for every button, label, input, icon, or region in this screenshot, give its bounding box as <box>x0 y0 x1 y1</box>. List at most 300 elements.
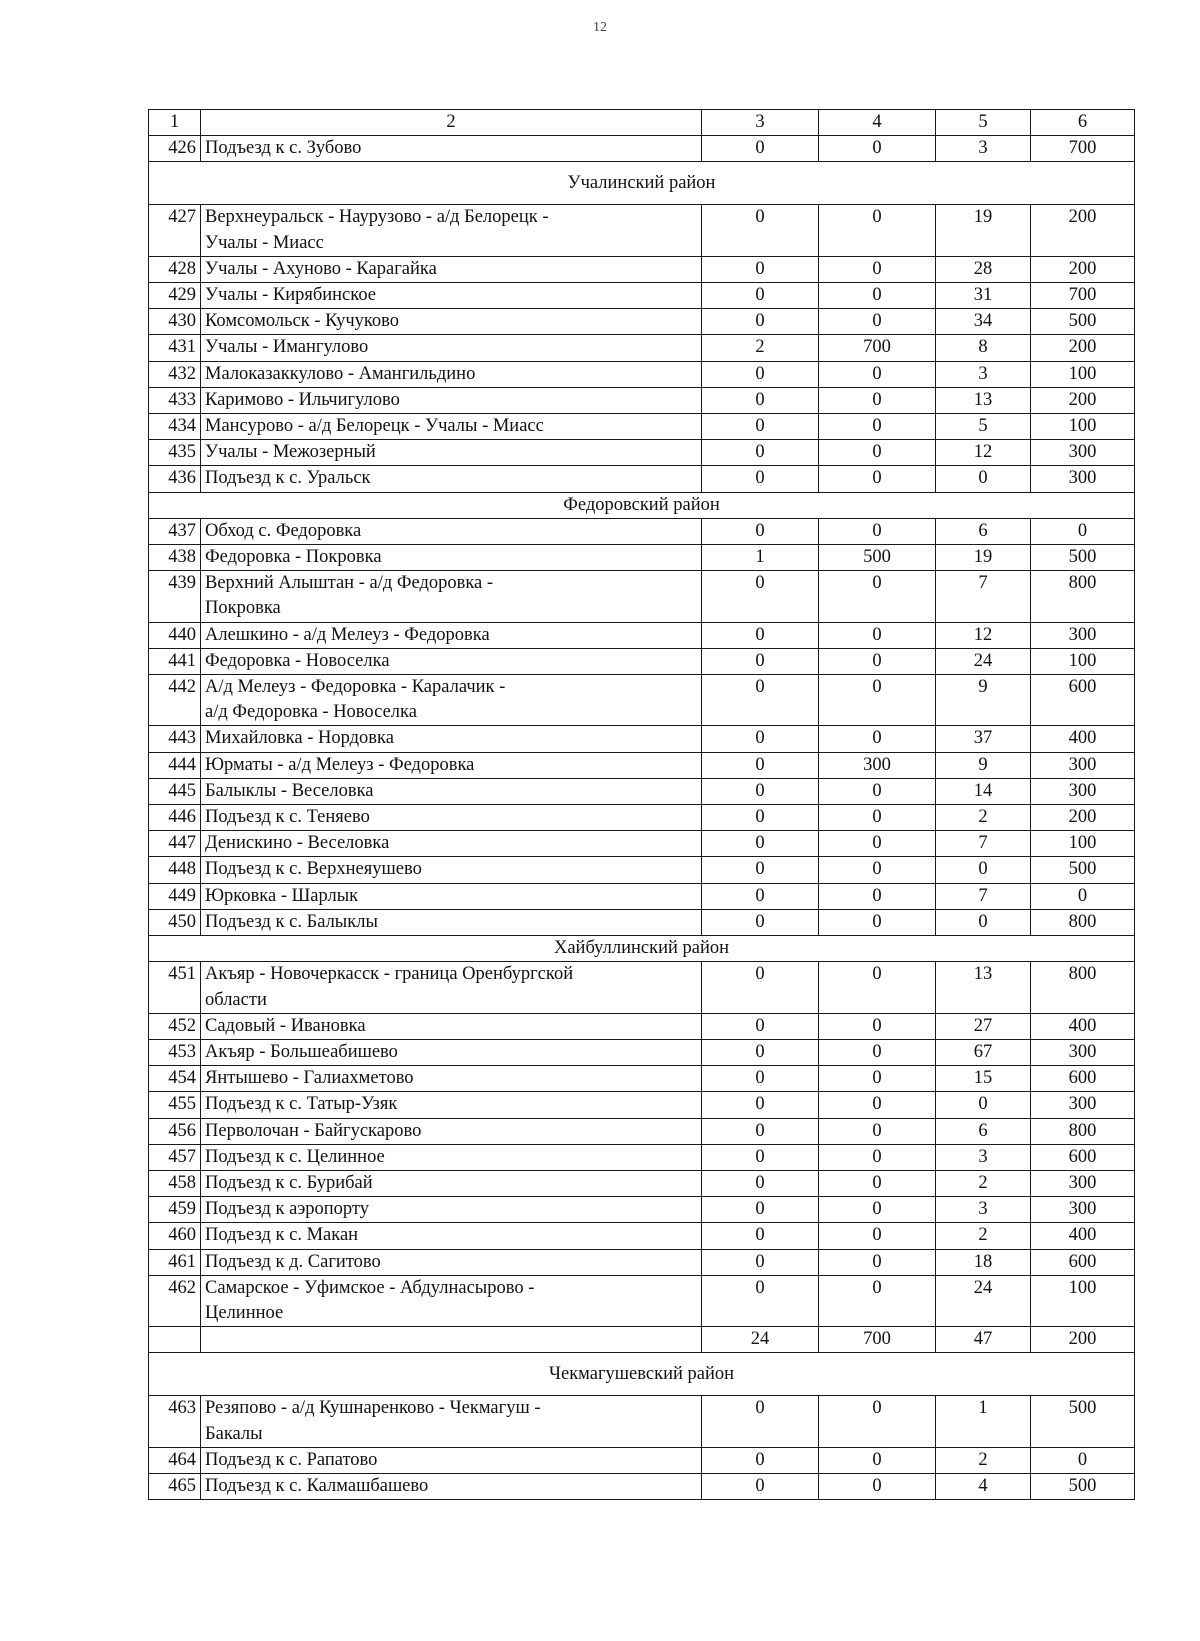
road-number: 463 <box>149 1396 201 1447</box>
roads-table-body <box>149 110 1135 1500</box>
road-value-col-6: 200 <box>1031 256 1135 282</box>
total-row-blank-cell <box>149 1327 201 1353</box>
road-number: 447 <box>149 831 201 857</box>
road-value-col-4: 0 <box>819 1223 936 1249</box>
road-value-col-3: 0 <box>702 518 819 544</box>
road-value-col-6: 200 <box>1031 387 1135 413</box>
road-value-col-6: 0 <box>1031 1447 1135 1473</box>
road-number: 442 <box>149 675 201 726</box>
road-number: 429 <box>149 283 201 309</box>
road-value-col-4: 0 <box>819 622 936 648</box>
column-number-cell: 4 <box>819 110 936 136</box>
road-number: 458 <box>149 1170 201 1196</box>
road-value-col-6: 300 <box>1031 1092 1135 1118</box>
road-value-col-3: 0 <box>702 1170 819 1196</box>
road-row <box>149 726 1135 752</box>
road-value-col-6: 300 <box>1031 1170 1135 1196</box>
road-name: Подъезд к д. Сагитово <box>201 1249 702 1275</box>
road-value-col-3: 0 <box>702 1197 819 1223</box>
total-row-blank-cell <box>201 1327 702 1353</box>
road-value-col-4: 0 <box>819 1066 936 1092</box>
road-value-col-3: 0 <box>702 622 819 648</box>
road-name: А/д Мелеуз - Федоровка - Каралачик - а/д Федоровка - Новоселка <box>201 675 702 726</box>
road-value-col-4: 0 <box>819 1197 936 1223</box>
road-number: 461 <box>149 1249 201 1275</box>
road-value-col-3: 0 <box>702 648 819 674</box>
road-row <box>149 256 1135 282</box>
road-row <box>149 1396 1135 1447</box>
road-value-col-5: 2 <box>936 805 1031 831</box>
road-name: Подъезд к с. Макан <box>201 1223 702 1249</box>
road-value-col-3: 0 <box>702 1275 819 1326</box>
road-row <box>149 1197 1135 1223</box>
road-value-col-5: 2 <box>936 1447 1031 1473</box>
road-value-col-4: 0 <box>819 1170 936 1196</box>
road-value-col-3: 0 <box>702 1118 819 1144</box>
road-value-col-5: 28 <box>936 256 1031 282</box>
road-number: 438 <box>149 545 201 571</box>
road-row <box>149 675 1135 726</box>
district-name: Учалинский район <box>149 162 1135 205</box>
road-value-col-3: 2 <box>702 335 819 361</box>
column-number-cell: 3 <box>702 110 819 136</box>
road-number: 434 <box>149 414 201 440</box>
road-value-col-4: 0 <box>819 1275 936 1326</box>
road-value-col-5: 6 <box>936 518 1031 544</box>
road-name: Каримово - Ильчигулово <box>201 387 702 413</box>
road-value-col-3: 0 <box>702 909 819 935</box>
road-row <box>149 361 1135 387</box>
road-value-col-6: 200 <box>1031 335 1135 361</box>
road-value-col-4: 0 <box>819 283 936 309</box>
road-name: Мансурово - а/д Белорецк - Учалы - Миасс <box>201 414 702 440</box>
road-value-col-6: 300 <box>1031 752 1135 778</box>
road-value-col-6: 300 <box>1031 1197 1135 1223</box>
road-value-col-6: 300 <box>1031 440 1135 466</box>
road-name: Верхнеуральск - Наурузово - а/д Белорецк - Учалы - Миасс <box>201 205 702 256</box>
road-value-col-4: 0 <box>819 361 936 387</box>
road-number: 430 <box>149 309 201 335</box>
road-value-col-5: 9 <box>936 752 1031 778</box>
road-name: Подъезд к с. Уральск <box>201 466 702 492</box>
road-value-col-4: 0 <box>819 1144 936 1170</box>
road-number: 464 <box>149 1447 201 1473</box>
road-name: Подъезд к аэропорту <box>201 1197 702 1223</box>
road-row <box>149 571 1135 622</box>
road-name: Федоровка - Новоселка <box>201 648 702 674</box>
road-row <box>149 414 1135 440</box>
road-number: 451 <box>149 962 201 1013</box>
road-value-col-5: 24 <box>936 1275 1031 1326</box>
road-row <box>149 648 1135 674</box>
road-value-col-4: 0 <box>819 414 936 440</box>
road-value-col-3: 0 <box>702 571 819 622</box>
road-number: 450 <box>149 909 201 935</box>
road-value-col-5: 18 <box>936 1249 1031 1275</box>
road-value-col-4: 0 <box>819 857 936 883</box>
road-value-col-5: 9 <box>936 675 1031 726</box>
road-value-col-3: 0 <box>702 1223 819 1249</box>
road-value-col-5: 67 <box>936 1039 1031 1065</box>
road-name: Садовый - Ивановка <box>201 1013 702 1039</box>
road-value-col-3: 0 <box>702 1144 819 1170</box>
road-value-col-6: 600 <box>1031 1144 1135 1170</box>
district-name: Чекмагушевский район <box>149 1353 1135 1396</box>
total-value-col-5: 47 <box>936 1327 1031 1353</box>
road-value-col-5: 3 <box>936 361 1031 387</box>
district-header-row <box>149 936 1135 962</box>
road-row <box>149 1039 1135 1065</box>
road-value-col-3: 0 <box>702 205 819 256</box>
road-row <box>149 622 1135 648</box>
road-value-col-5: 3 <box>936 1144 1031 1170</box>
road-value-col-5: 7 <box>936 571 1031 622</box>
district-header-row <box>149 162 1135 205</box>
road-number: 456 <box>149 1118 201 1144</box>
road-number: 462 <box>149 1275 201 1326</box>
road-value-col-6: 800 <box>1031 962 1135 1013</box>
road-value-col-4: 500 <box>819 545 936 571</box>
road-value-col-6: 500 <box>1031 1473 1135 1499</box>
road-name: Подъезд к с. Татыр-Узяк <box>201 1092 702 1118</box>
road-row <box>149 1473 1135 1499</box>
road-row <box>149 335 1135 361</box>
road-name: Верхний Алыштан - а/д Федоровка - Покровка <box>201 571 702 622</box>
road-row <box>149 440 1135 466</box>
road-value-col-5: 12 <box>936 440 1031 466</box>
road-value-col-5: 3 <box>936 136 1031 162</box>
road-name: Подъезд к с. Целинное <box>201 1144 702 1170</box>
road-value-col-5: 0 <box>936 1092 1031 1118</box>
road-row <box>149 205 1135 256</box>
road-value-col-6: 800 <box>1031 909 1135 935</box>
road-value-col-6: 300 <box>1031 1039 1135 1065</box>
road-value-col-4: 0 <box>819 1447 936 1473</box>
road-value-col-5: 0 <box>936 466 1031 492</box>
road-value-col-6: 600 <box>1031 675 1135 726</box>
road-value-col-3: 0 <box>702 805 819 831</box>
road-value-col-3: 0 <box>702 440 819 466</box>
road-name: Балыклы - Веселовка <box>201 778 702 804</box>
road-value-col-5: 4 <box>936 1473 1031 1499</box>
road-value-col-3: 0 <box>702 387 819 413</box>
road-value-col-4: 0 <box>819 518 936 544</box>
road-value-col-4: 0 <box>819 466 936 492</box>
road-row <box>149 1118 1135 1144</box>
road-value-col-5: 31 <box>936 283 1031 309</box>
road-value-col-3: 0 <box>702 283 819 309</box>
road-value-col-3: 0 <box>702 1066 819 1092</box>
road-row <box>149 1144 1135 1170</box>
road-value-col-5: 1 <box>936 1396 1031 1447</box>
road-number: 435 <box>149 440 201 466</box>
page-number: 12 <box>593 20 607 35</box>
road-name: Комсомольск - Кучуково <box>201 309 702 335</box>
road-number: 459 <box>149 1197 201 1223</box>
road-value-col-6: 400 <box>1031 1223 1135 1249</box>
road-name: Юрматы - а/д Мелеуз - Федоровка <box>201 752 702 778</box>
road-name: Перволочан - Байгускарово <box>201 1118 702 1144</box>
road-number: 457 <box>149 1144 201 1170</box>
road-value-col-6: 300 <box>1031 466 1135 492</box>
road-name: Подъезд к с. Теняево <box>201 805 702 831</box>
road-value-col-4: 0 <box>819 1396 936 1447</box>
road-value-col-4: 0 <box>819 136 936 162</box>
road-value-col-4: 0 <box>819 309 936 335</box>
road-value-col-4: 0 <box>819 256 936 282</box>
road-value-col-6: 200 <box>1031 805 1135 831</box>
road-number: 431 <box>149 335 201 361</box>
road-value-col-5: 37 <box>936 726 1031 752</box>
road-value-col-3: 0 <box>702 752 819 778</box>
road-value-col-4: 700 <box>819 335 936 361</box>
road-name: Резяпово - а/д Кушнаренково - Чекмагуш - Бакалы <box>201 1396 702 1447</box>
road-value-col-4: 0 <box>819 571 936 622</box>
road-value-col-6: 300 <box>1031 622 1135 648</box>
road-number: 426 <box>149 136 201 162</box>
road-value-col-3: 0 <box>702 883 819 909</box>
road-value-col-3: 0 <box>702 857 819 883</box>
road-number: 452 <box>149 1013 201 1039</box>
road-name: Денискино - Веселовка <box>201 831 702 857</box>
district-name: Федоровский район <box>149 492 1135 518</box>
road-name: Подъезд к с. Балыклы <box>201 909 702 935</box>
road-value-col-5: 13 <box>936 387 1031 413</box>
road-value-col-3: 0 <box>702 1249 819 1275</box>
road-row <box>149 962 1135 1013</box>
total-value-col-4: 700 <box>819 1327 936 1353</box>
road-value-col-4: 0 <box>819 1092 936 1118</box>
road-row <box>149 1275 1135 1326</box>
road-value-col-4: 0 <box>819 778 936 804</box>
road-row <box>149 136 1135 162</box>
road-value-col-4: 0 <box>819 805 936 831</box>
road-value-col-6: 300 <box>1031 778 1135 804</box>
road-value-col-5: 2 <box>936 1223 1031 1249</box>
road-value-col-6: 100 <box>1031 414 1135 440</box>
road-value-col-5: 12 <box>936 622 1031 648</box>
road-value-col-3: 1 <box>702 545 819 571</box>
road-value-col-3: 0 <box>702 309 819 335</box>
road-name: Обход с. Федоровка <box>201 518 702 544</box>
road-name: Юрковка - Шарлык <box>201 883 702 909</box>
road-value-col-5: 19 <box>936 545 1031 571</box>
road-value-col-6: 600 <box>1031 1249 1135 1275</box>
road-value-col-3: 0 <box>702 1013 819 1039</box>
road-value-col-6: 100 <box>1031 1275 1135 1326</box>
column-number-cell: 6 <box>1031 110 1135 136</box>
road-number: 432 <box>149 361 201 387</box>
total-value-col-3: 24 <box>702 1327 819 1353</box>
road-row <box>149 752 1135 778</box>
column-number-row <box>149 110 1135 136</box>
road-name: Подъезд к с. Зубово <box>201 136 702 162</box>
road-value-col-5: 14 <box>936 778 1031 804</box>
road-number: 465 <box>149 1473 201 1499</box>
road-value-col-4: 0 <box>819 909 936 935</box>
road-row <box>149 1066 1135 1092</box>
road-name: Подъезд к с. Калмашбашево <box>201 1473 702 1499</box>
column-number-cell: 2 <box>201 110 702 136</box>
road-value-col-4: 0 <box>819 1039 936 1065</box>
road-value-col-3: 0 <box>702 361 819 387</box>
column-number-cell: 5 <box>936 110 1031 136</box>
road-name: Учалы - Имангулово <box>201 335 702 361</box>
road-value-col-5: 7 <box>936 883 1031 909</box>
road-value-col-4: 0 <box>819 387 936 413</box>
road-number: 427 <box>149 205 201 256</box>
road-number: 443 <box>149 726 201 752</box>
road-row <box>149 1447 1135 1473</box>
road-number: 455 <box>149 1092 201 1118</box>
road-row <box>149 831 1135 857</box>
road-value-col-5: 7 <box>936 831 1031 857</box>
road-row <box>149 283 1135 309</box>
road-value-col-3: 0 <box>702 778 819 804</box>
road-number: 460 <box>149 1223 201 1249</box>
road-number: 439 <box>149 571 201 622</box>
road-row <box>149 857 1135 883</box>
district-name: Хайбуллинский район <box>149 936 1135 962</box>
road-value-col-3: 0 <box>702 675 819 726</box>
road-name: Учалы - Кирябинское <box>201 283 702 309</box>
road-number: 453 <box>149 1039 201 1065</box>
road-name: Учалы - Межозерный <box>201 440 702 466</box>
road-value-col-6: 100 <box>1031 648 1135 674</box>
road-value-col-4: 0 <box>819 726 936 752</box>
road-value-col-5: 8 <box>936 335 1031 361</box>
road-number: 445 <box>149 778 201 804</box>
road-number: 444 <box>149 752 201 778</box>
road-value-col-6: 500 <box>1031 545 1135 571</box>
road-value-col-5: 0 <box>936 857 1031 883</box>
road-row <box>149 1249 1135 1275</box>
road-value-col-6: 400 <box>1031 726 1135 752</box>
road-number: 449 <box>149 883 201 909</box>
road-row <box>149 1013 1135 1039</box>
road-value-col-5: 5 <box>936 414 1031 440</box>
district-header-row <box>149 1353 1135 1396</box>
road-name: Акъяр - Новочеркасск - граница Оренбургской области <box>201 962 702 1013</box>
road-number: 437 <box>149 518 201 544</box>
road-row <box>149 466 1135 492</box>
road-row <box>149 1170 1135 1196</box>
road-value-col-5: 6 <box>936 1118 1031 1144</box>
road-row <box>149 1223 1135 1249</box>
road-value-col-4: 0 <box>819 1013 936 1039</box>
road-number: 448 <box>149 857 201 883</box>
total-value-col-6: 200 <box>1031 1327 1135 1353</box>
road-value-col-6: 800 <box>1031 1118 1135 1144</box>
road-number: 440 <box>149 622 201 648</box>
road-name: Михайловка - Нордовка <box>201 726 702 752</box>
district-header-row <box>149 492 1135 518</box>
road-value-col-6: 700 <box>1031 283 1135 309</box>
road-value-col-6: 500 <box>1031 1396 1135 1447</box>
road-value-col-6: 200 <box>1031 205 1135 256</box>
road-value-col-5: 0 <box>936 909 1031 935</box>
road-value-col-6: 0 <box>1031 518 1135 544</box>
total-row <box>149 1327 1135 1353</box>
road-value-col-4: 0 <box>819 1249 936 1275</box>
road-number: 436 <box>149 466 201 492</box>
road-value-col-6: 100 <box>1031 361 1135 387</box>
road-value-col-4: 0 <box>819 831 936 857</box>
road-value-col-6: 0 <box>1031 883 1135 909</box>
road-number: 428 <box>149 256 201 282</box>
road-value-col-6: 500 <box>1031 309 1135 335</box>
roads-table <box>148 109 1135 1500</box>
road-row <box>149 309 1135 335</box>
road-name: Подъезд к с. Рапатово <box>201 1447 702 1473</box>
road-name: Подъезд к с. Бурибай <box>201 1170 702 1196</box>
road-name: Учалы - Ахуново - Карагайка <box>201 256 702 282</box>
road-row <box>149 883 1135 909</box>
road-name: Акъяр - Большеабишево <box>201 1039 702 1065</box>
road-value-col-4: 0 <box>819 962 936 1013</box>
road-number: 441 <box>149 648 201 674</box>
road-value-col-3: 0 <box>702 466 819 492</box>
road-value-col-3: 0 <box>702 136 819 162</box>
road-number: 454 <box>149 1066 201 1092</box>
road-value-col-6: 700 <box>1031 136 1135 162</box>
road-value-col-3: 0 <box>702 1396 819 1447</box>
road-value-col-6: 500 <box>1031 857 1135 883</box>
road-value-col-4: 0 <box>819 440 936 466</box>
road-value-col-5: 27 <box>936 1013 1031 1039</box>
road-row <box>149 909 1135 935</box>
road-value-col-4: 0 <box>819 205 936 256</box>
road-row <box>149 545 1135 571</box>
road-value-col-4: 0 <box>819 675 936 726</box>
road-value-col-5: 3 <box>936 1197 1031 1223</box>
road-name: Самарское - Уфимское - Абдулнасырово - Целинное <box>201 1275 702 1326</box>
road-row <box>149 387 1135 413</box>
road-name: Алешкино - а/д Мелеуз - Федоровка <box>201 622 702 648</box>
road-name: Федоровка - Покровка <box>201 545 702 571</box>
road-row <box>149 518 1135 544</box>
road-value-col-5: 2 <box>936 1170 1031 1196</box>
road-value-col-4: 0 <box>819 883 936 909</box>
road-value-col-6: 400 <box>1031 1013 1135 1039</box>
road-row <box>149 805 1135 831</box>
road-number: 446 <box>149 805 201 831</box>
road-value-col-4: 300 <box>819 752 936 778</box>
road-value-col-3: 0 <box>702 1447 819 1473</box>
road-value-col-5: 15 <box>936 1066 1031 1092</box>
road-row <box>149 1092 1135 1118</box>
road-value-col-5: 19 <box>936 205 1031 256</box>
road-row <box>149 778 1135 804</box>
road-value-col-3: 0 <box>702 1473 819 1499</box>
road-value-col-5: 34 <box>936 309 1031 335</box>
road-value-col-3: 0 <box>702 1092 819 1118</box>
road-value-col-6: 600 <box>1031 1066 1135 1092</box>
road-name: Малоказаккулово - Амангильдино <box>201 361 702 387</box>
road-value-col-4: 0 <box>819 1473 936 1499</box>
road-name: Подъезд к с. Верхнеяушево <box>201 857 702 883</box>
road-value-col-3: 0 <box>702 726 819 752</box>
road-name: Янтышево - Галиахметово <box>201 1066 702 1092</box>
road-value-col-4: 0 <box>819 1118 936 1144</box>
road-value-col-6: 100 <box>1031 831 1135 857</box>
road-value-col-4: 0 <box>819 648 936 674</box>
road-number: 433 <box>149 387 201 413</box>
road-value-col-3: 0 <box>702 256 819 282</box>
road-value-col-5: 24 <box>936 648 1031 674</box>
road-value-col-3: 0 <box>702 962 819 1013</box>
road-value-col-3: 0 <box>702 414 819 440</box>
